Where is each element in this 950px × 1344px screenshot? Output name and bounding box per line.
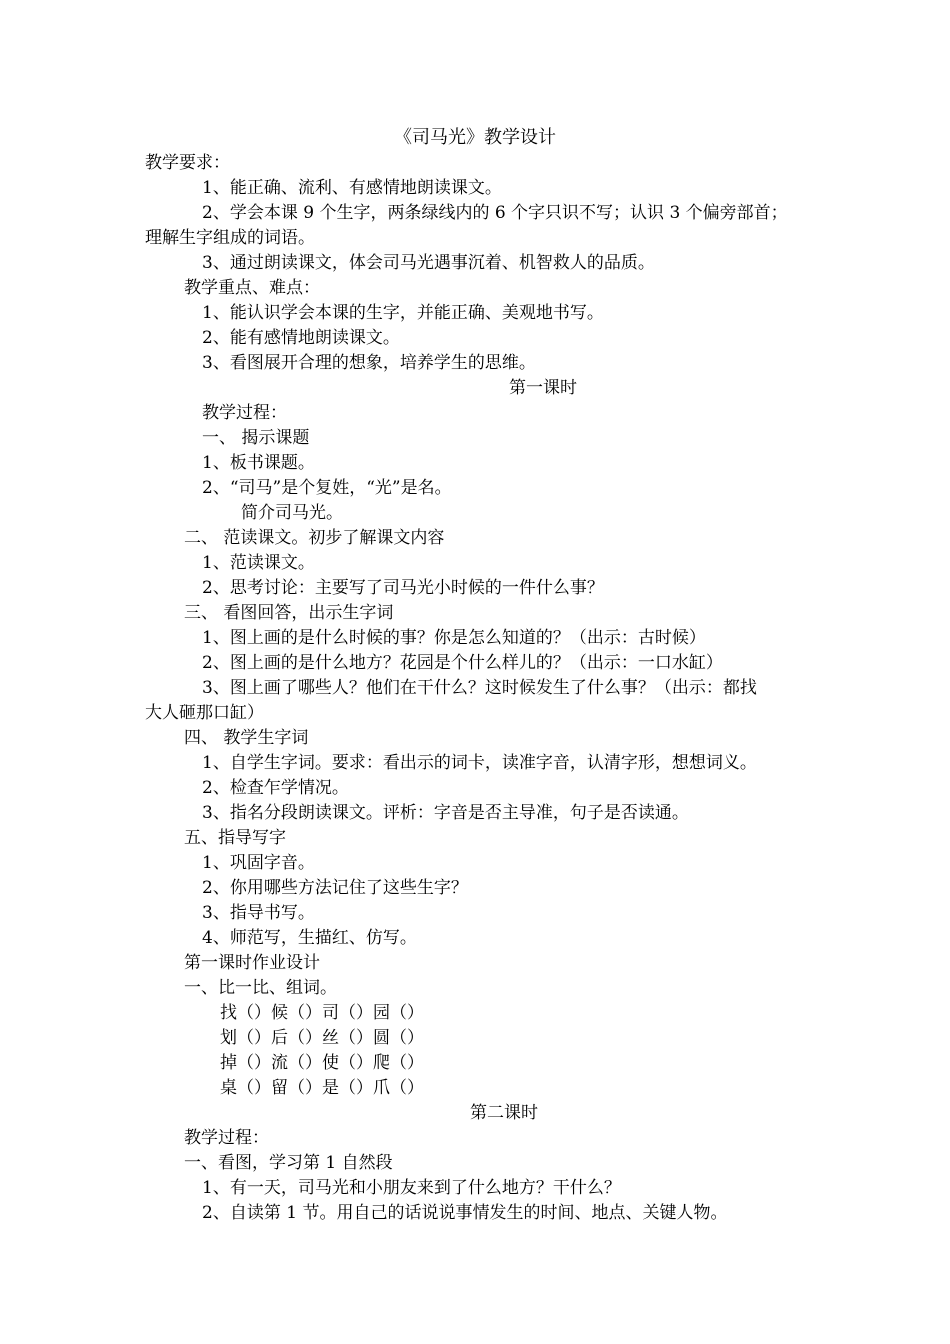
lesson2-heading: 第二课时: [470, 1103, 538, 1123]
key-point-item: 1、能认识学会本课的生字，并能正确、美观地书写。: [202, 303, 604, 323]
lesson1-section-3: 三、 看图回答，出示生字词: [184, 603, 394, 623]
lesson1-heading: 第一课时: [509, 378, 577, 398]
lesson1-section-3-item: 1、图上画的是什么时候的事？你是怎么知道的？（出示：古时候）: [202, 628, 706, 648]
lesson1-section-4-item: 2、检查乍学情况。: [202, 778, 349, 798]
lesson1-section-5-item: 1、巩固字音。: [202, 853, 315, 873]
lesson2-section-1-item: 1、有一天，司马光和小朋友来到了什么地方？干什么？: [202, 1178, 621, 1198]
lesson1-section-1-item: 1、板书课题。: [202, 453, 315, 473]
lesson2-section-1-item: 2、自读第 1 节。用自己的话说说事情发生的时间、地点、关键人物。: [202, 1203, 728, 1223]
lesson1-section-4: 四、 教学生字词: [184, 728, 309, 748]
lesson1-section-1-item: 2、“司马”是个复姓，“光”是名。: [202, 478, 452, 498]
lesson1-section-5-item: 2、你用哪些方法记住了这些生字？: [202, 878, 468, 898]
lesson1-section-3-item-continued: 大人砸那口缸）: [145, 703, 264, 723]
homework-row: 找（）候（）司（）园（）: [220, 1003, 424, 1023]
lesson1-section-1: 一、 揭示课题: [202, 428, 310, 448]
requirements-heading: 教学要求：: [145, 153, 230, 173]
requirement-item: 2、学会本课 9 个生字，两条绿线内的 6 个字只识不写；认识 3 个偏旁部首；: [202, 203, 788, 223]
requirement-item: 1、能正确、流利、有感情地朗读课文。: [202, 178, 502, 198]
requirement-item: 3、通过朗读课文，体会司马光遇事沉着、机智救人的品质。: [202, 253, 655, 273]
key-points-heading: 教学重点、难点：: [184, 278, 320, 298]
key-point-item: 2、能有感情地朗读课文。: [202, 328, 400, 348]
lesson1-section-5-item: 3、指导书写。: [202, 903, 315, 923]
lesson2-process-heading: 教学过程：: [184, 1128, 269, 1148]
lesson1-section-2: 二、 范读课文。初步了解课文内容: [184, 528, 445, 548]
requirement-item-continued: 理解生字组成的词语。: [145, 228, 315, 248]
key-point-item: 3、看图展开合理的想象，培养学生的思维。: [202, 353, 536, 373]
lesson1-section-5-item: 4、师范写，生描红、仿写。: [202, 928, 417, 948]
lesson2-section-1: 一、看图，学习第 1 自然段: [184, 1153, 393, 1173]
lesson1-section-3-item: 3、图上画了哪些人？他们在干什么？这时候发生了什么事？（出示：都找: [202, 678, 757, 698]
lesson1-section-5: 五、指导写字: [184, 828, 286, 848]
document-title: 《司马光》教学设计: [394, 127, 556, 148]
lesson1-process-heading: 教学过程：: [202, 403, 287, 423]
homework-row: 划（）后（）丝（）圆（）: [220, 1028, 424, 1048]
lesson1-section-3-item: 2、图上画的是什么地方？花园是个什么样儿的？（出示：一口水缸）: [202, 653, 723, 673]
homework-task: 一、比一比、组词。: [184, 978, 337, 998]
homework-row: 桌（）留（）是（）爪（）: [220, 1078, 424, 1098]
lesson1-section-4-item: 3、指名分段朗读课文。评析：字音是否主导准，句子是否读通。: [202, 803, 689, 823]
lesson1-section-2-item: 2、思考讨论：主要写了司马光小时候的一件什么事？: [202, 578, 604, 598]
lesson1-section-1-item: 简介司马光。: [241, 503, 343, 523]
lesson1-section-4-item: 1、自学生字词。要求：看出示的词卡，读准字音，认清字形，想想词义。: [202, 753, 757, 773]
lesson1-section-2-item: 1、范读课文。: [202, 553, 315, 573]
homework-heading: 第一课时作业设计: [184, 953, 320, 973]
homework-row: 掉（）流（）使（）爬（）: [220, 1053, 424, 1073]
